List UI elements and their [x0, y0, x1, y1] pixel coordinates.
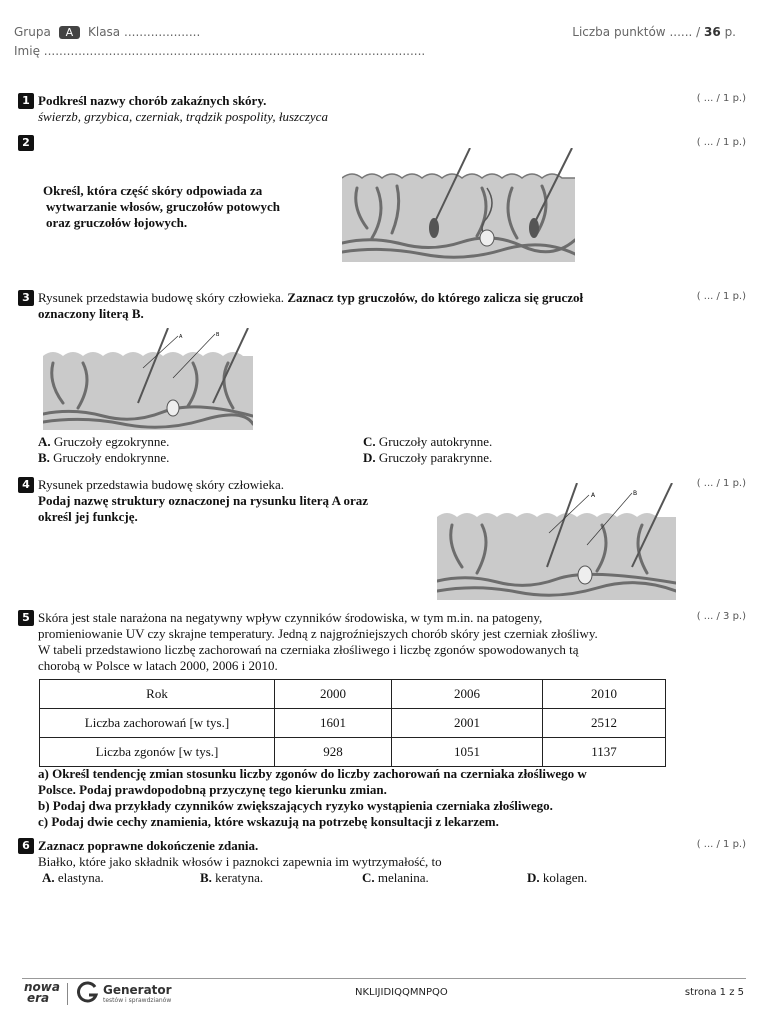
- nowa-era-logo: nowa era: [24, 980, 60, 1005]
- q5-intro: Skóra jest stale narażona na negatywny wpływ czynników środowiska, w tym m.in. na patogeny, promieniowanie UV czy skrajne temperatury. Jedną z najgroźniejszych chorób skóry jest czerniak złośliwy. W tabeli przedstawiono liczbę zachorowań na czerniaka złośliwego i liczbę zgonów spowodowanych tą chorobą w Polsce w latach 2000, 2006 i 2010.: [38, 610, 598, 673]
- header-name: Imię ....................................................................................................: [14, 44, 426, 58]
- q3-text: Rysunek przedstawia budowę skóry człowieka. Zaznacz typ gruczołów, do którego zalicza się gruczoł oznaczony literą B.: [38, 290, 584, 321]
- q4-points: ( ... / 1 p.): [696, 478, 746, 489]
- q2-points: ( ... / 1 p.): [696, 137, 746, 148]
- q4-text: Rysunek przedstawia budowę skóry człowieka. Podaj nazwę struktury oznaczonej na rysunku literą A oraz określ jej funkcję.: [38, 477, 369, 524]
- page-number: strona 1 z 5: [684, 987, 744, 998]
- question-number-5: 5: [18, 610, 34, 626]
- header-points: Liczba punktów ...... / 36 p.: [572, 25, 736, 39]
- q3-points: ( ... / 1 p.): [696, 291, 746, 302]
- q3-answer-c[interactable]: C. Gruczoły autokrynne.: [363, 434, 493, 449]
- skin-diagram-q4: [437, 483, 676, 600]
- question-number-6: 6: [18, 838, 34, 854]
- q1-points: ( ... / 1 p.): [696, 93, 746, 104]
- generator-title: Generator: [103, 983, 172, 997]
- q3-answer-b[interactable]: B. Gruczoły endokrynne.: [38, 450, 170, 465]
- q5-points: ( ... / 3 p.): [696, 611, 746, 622]
- q5-tasks: a) Określ tendencję zmian stosunku liczby zgonów do liczby zachorowań na czerniaka złośliwego w Polsce. Podaj prawdopodobną przyczynę tego kierunku zmian. b) Podaj dwa przykłady czynników zwiększających ryzyko wystąpienia czerniaka złośliwego. c) Podaj dwie cechy znamienia, które wskazują na potrzebę konsultacji z lekarzem.: [38, 766, 587, 829]
- q3-label-b: B: [216, 332, 220, 338]
- logo-separator: [67, 983, 68, 1005]
- question-number-3: 3: [18, 290, 34, 306]
- melanoma-table: [39, 679, 666, 767]
- skin-diagram-q2: [342, 148, 575, 262]
- q1-options: świerzb, grzybica, czerniak, trądzik pospolity, łuszczyca: [38, 109, 328, 124]
- q1-title: Podkreśl nazwy chorób zakaźnych skóry.: [38, 93, 267, 108]
- q3-label-a: A: [179, 334, 183, 340]
- q4-label-b: B: [633, 490, 638, 497]
- table-row: Liczba zachorowań [w tys.] 1601 2001 2512: [40, 709, 666, 738]
- q6-points: ( ... / 1 p.): [696, 839, 746, 850]
- skin-diagram-q3: [43, 328, 253, 430]
- q6-answer-c[interactable]: C. melanina.: [362, 870, 429, 885]
- table-header-row: Rok 2000 2006 2010: [40, 680, 666, 709]
- q6-sentence: Białko, które jako składnik włosów i paznokci zapewnia im wytrzymałość, to: [38, 854, 442, 869]
- q2-task: Określ, która część skóry odpowiada za wytwarzanie włosów, gruczołów potowych oraz gruczołów łojowych.: [43, 183, 280, 230]
- q3-answer-d[interactable]: D. Gruczoły parakrynne.: [363, 450, 493, 465]
- q3-answer-a[interactable]: A. Gruczoły egzokrynne.: [38, 434, 170, 449]
- question-number-1: 1: [18, 93, 34, 109]
- table-row: Liczba zgonów [w tys.] 928 1051 1137: [40, 738, 666, 767]
- q4-label-a: A: [591, 492, 596, 499]
- group-badge: A: [59, 26, 81, 39]
- q6-answer-a[interactable]: A. elastyna.: [42, 870, 104, 885]
- generator-logo-icon: [77, 981, 99, 1003]
- q6-answer-b[interactable]: B. keratyna.: [200, 870, 264, 885]
- question-number-2: 2: [18, 135, 34, 151]
- document-code: NKLIJIDIQQMNPQO: [355, 987, 448, 998]
- footer-divider: [22, 978, 746, 979]
- question-number-4: 4: [18, 477, 34, 493]
- q6-answer-d[interactable]: D. kolagen.: [527, 870, 588, 885]
- header-group: Grupa A Klasa ....................: [14, 25, 201, 39]
- generator-subtitle: testów i sprawdzianów: [103, 997, 172, 1004]
- q6-title: Zaznacz poprawne dokończenie zdania.: [38, 838, 259, 853]
